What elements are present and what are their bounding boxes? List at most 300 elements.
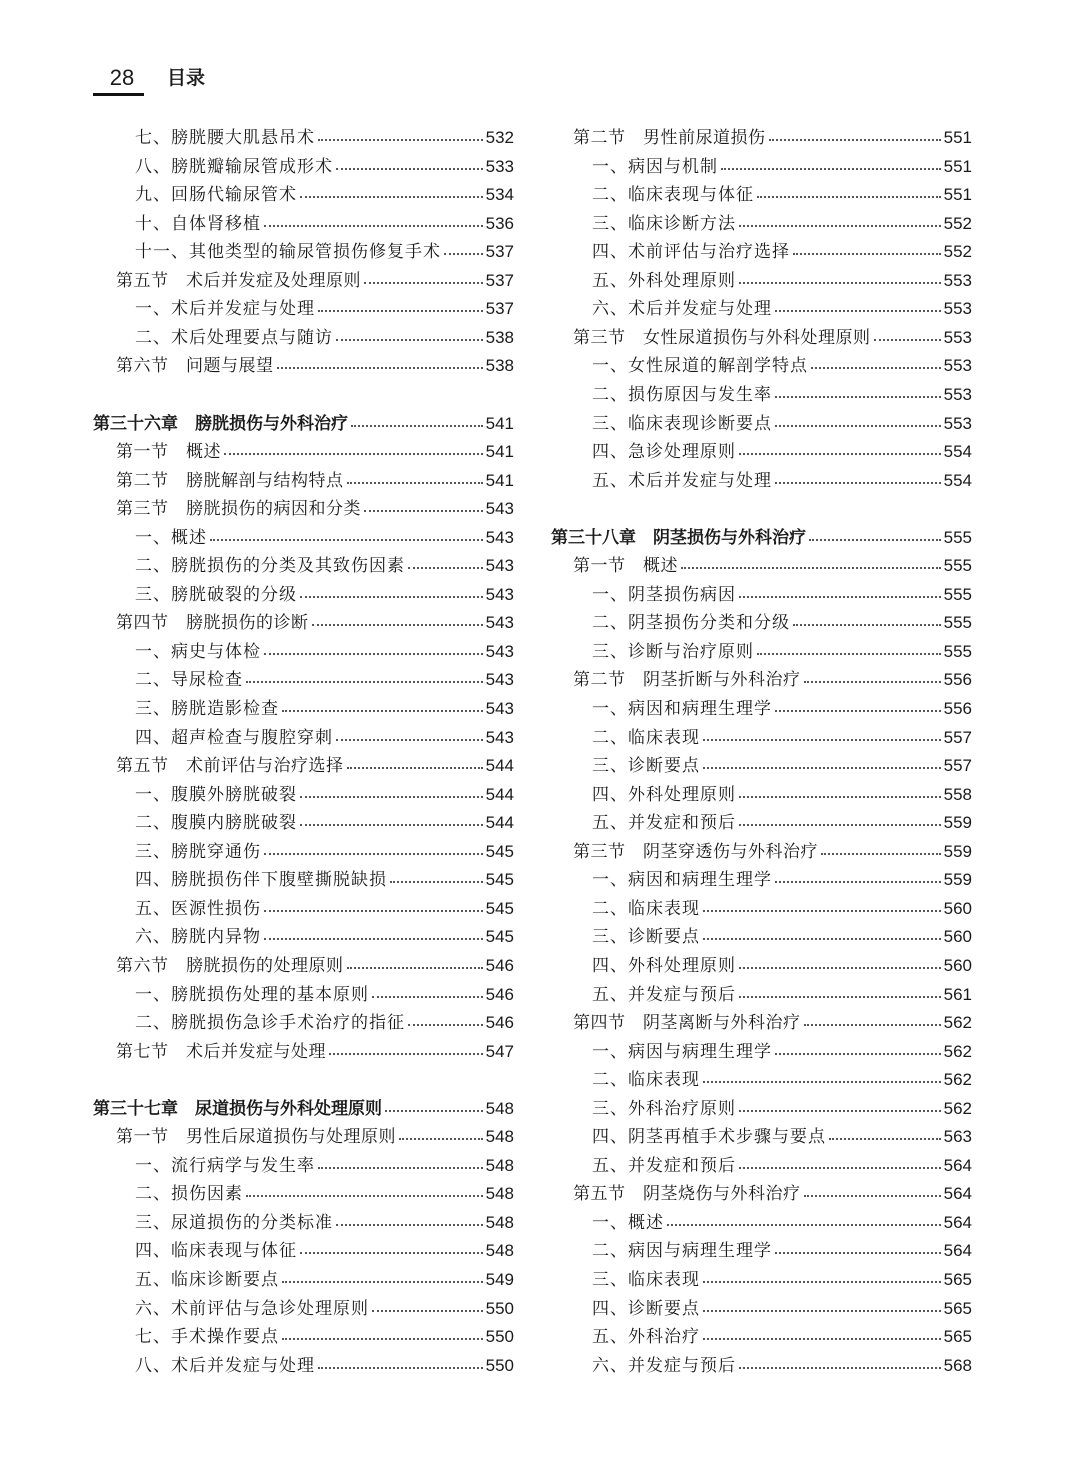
toc-item-title: 二、临床表现 (592, 1070, 700, 1091)
toc-item-row (592, 1295, 972, 1323)
toc-item-title: 二、临床表现 (592, 727, 700, 748)
toc-item-title: 五、外科治疗 (592, 1327, 700, 1348)
toc-section-row (116, 267, 514, 295)
toc-page-number: 553 (943, 270, 972, 290)
toc-item-row (135, 1009, 514, 1037)
dot-leader (318, 1367, 483, 1369)
toc-item-row (592, 581, 972, 609)
dot-leader (739, 967, 941, 969)
toc-item-title: 一、病史与体检 (135, 641, 261, 662)
toc-section-title: 第三节 女性尿道损伤与外科处理原则 (573, 327, 871, 348)
dot-leader (739, 1110, 941, 1112)
dot-leader (390, 881, 483, 883)
toc-page-number: 563 (943, 1127, 972, 1147)
dot-leader (246, 1195, 483, 1197)
toc-item-title: 五、术后并发症与处理 (592, 470, 772, 491)
toc-page-number: 559 (943, 870, 972, 890)
toc-item-row (592, 295, 972, 323)
toc-page-number: 550 (485, 1298, 514, 1318)
dot-leader (282, 1281, 483, 1283)
toc-page-number: 559 (943, 813, 972, 833)
toc-section-row (573, 1180, 972, 1208)
toc-page-number: 550 (485, 1355, 514, 1375)
toc-section-row (573, 324, 972, 352)
toc-item-title: 七、膀胱腰大肌悬吊术 (135, 128, 315, 148)
toc-page-number: 556 (943, 670, 972, 690)
toc-page-number: 543 (485, 584, 514, 604)
toc-item-title: 三、临床表现 (592, 1270, 700, 1290)
toc-item-title: 二、临床表现与体征 (592, 185, 754, 206)
toc-item-row (592, 752, 972, 780)
toc-item-row (135, 638, 514, 666)
toc-page-number: 551 (943, 128, 972, 147)
dot-leader (804, 1195, 941, 1197)
dot-leader (703, 1081, 941, 1083)
dot-leader (681, 567, 941, 569)
toc-page-number: 553 (943, 327, 972, 347)
toc-item-row (135, 1352, 514, 1380)
dot-leader (821, 853, 941, 855)
dot-leader (703, 938, 941, 940)
toc-item-title: 六、膀胱内异物 (135, 927, 261, 948)
toc-page-number: 560 (943, 955, 972, 975)
toc-item-row (135, 695, 514, 723)
toc-item-title: 九、回肠代输尿管术 (135, 185, 297, 206)
toc-page-number: 557 (943, 727, 972, 747)
dot-leader (703, 1310, 941, 1312)
toc-item-title: 二、术后处理要点与随访 (135, 327, 333, 348)
toc-page-number: 537 (485, 299, 514, 319)
toc-item-title: 一、女性尿道的解剖学特点 (592, 356, 808, 377)
toc-item-title: 二、病因与病理生理学 (592, 1241, 772, 1262)
toc-page-number: 546 (485, 984, 514, 1004)
toc-section-title: 第二节 阴茎折断与外科治疗 (573, 670, 801, 691)
toc-chapter-title: 第三十六章 膀胱损伤与外科治疗 (93, 413, 348, 434)
toc-item-row (592, 895, 972, 923)
dot-leader (739, 996, 941, 998)
toc-page-number: 548 (485, 1155, 514, 1175)
toc-page-number: 559 (943, 841, 972, 861)
toc-page-number: 552 (943, 213, 972, 233)
toc-item-title: 三、尿道损伤的分类标准 (135, 1212, 333, 1233)
toc-item-title: 四、超声检查与腹腔穿刺 (135, 727, 333, 748)
dot-leader (739, 225, 941, 227)
toc-item-row (135, 809, 514, 837)
toc-page-number: 543 (485, 613, 514, 633)
toc-item-title: 三、膀胱破裂的分级 (135, 584, 297, 605)
toc-item-title: 一、流行病学与发生率 (135, 1155, 315, 1176)
toc-chapter-row (93, 410, 514, 438)
toc-item-row (135, 524, 514, 552)
dot-leader (703, 739, 941, 741)
toc-page-number: 550 (485, 1327, 514, 1347)
toc-item-row (592, 181, 972, 209)
toc-item-row (592, 724, 972, 752)
dot-leader (809, 539, 941, 541)
toc-page-number: 564 (943, 1155, 972, 1175)
toc-section-title: 第一节 概述 (116, 442, 221, 463)
toc-item-row (592, 352, 972, 380)
dot-leader (277, 367, 483, 369)
toc-item-title: 五、并发症和预后 (592, 813, 736, 834)
dot-leader (282, 1338, 483, 1340)
toc-item-title: 四、外科处理原则 (592, 955, 736, 976)
dot-leader (775, 482, 941, 484)
toc-section-title: 第四节 阴茎离断与外科治疗 (573, 1013, 801, 1034)
toc-page-number: 560 (943, 927, 972, 947)
toc-page-number: 562 (943, 1013, 972, 1033)
toc-section-row (116, 1038, 514, 1066)
dot-leader (329, 1053, 483, 1055)
toc-page-number: 564 (943, 1241, 972, 1261)
toc-item-row (592, 981, 972, 1009)
toc-item-title: 一、腹膜外膀胱破裂 (135, 784, 297, 805)
dot-leader (318, 139, 483, 141)
toc-item-title: 二、损伤原因与发生率 (592, 384, 772, 405)
toc-section-row (116, 467, 514, 495)
dot-leader (318, 310, 483, 312)
toc-item-title: 二、阴茎损伤分类和分级 (592, 613, 790, 634)
toc-page-number: 548 (485, 1098, 514, 1118)
toc-chapter-title: 第三十八章 阴茎损伤与外科治疗 (551, 527, 806, 548)
toc-item-row (135, 581, 514, 609)
toc-item-row (592, 267, 972, 295)
toc-page-number: 560 (943, 898, 972, 918)
toc-page-number: 537 (485, 270, 514, 290)
toc-page-number: 553 (943, 384, 972, 404)
toc-page-number: 545 (485, 927, 514, 947)
dot-leader (739, 796, 941, 798)
dot-leader (775, 425, 941, 427)
toc-item-title: 十、自体肾移植 (135, 213, 261, 234)
toc-item-title: 一、概述 (592, 1212, 664, 1233)
toc-item-title: 二、膀胱损伤的分类及其致伤因素 (135, 556, 405, 577)
toc-item-title: 三、临床表现诊断要点 (592, 413, 772, 434)
toc-page-number: 568 (943, 1355, 972, 1375)
toc-page-number: 541 (485, 470, 514, 490)
toc-item-title: 一、病因和病理生理学 (592, 870, 772, 891)
toc-section-title: 第五节 术后并发症及处理原则 (116, 270, 361, 291)
toc-item-row (592, 1209, 972, 1237)
toc-item-row (135, 724, 514, 752)
toc-section-title: 第五节 阴茎烧伤与外科治疗 (573, 1184, 801, 1205)
toc-item-title: 十一、其他类型的输尿管损伤修复手术 (135, 242, 441, 263)
toc-item-row (135, 895, 514, 923)
toc-item-title: 四、诊断要点 (592, 1298, 700, 1319)
toc-page-number: 555 (943, 527, 972, 547)
toc-page-number: 544 (485, 813, 514, 833)
dot-leader (264, 653, 483, 655)
toc-item-title: 八、膀胱瓣输尿管成形术 (135, 156, 333, 177)
dot-leader (347, 482, 483, 484)
dot-leader (775, 710, 941, 712)
toc-section-title: 第二节 膀胱解剖与结构特点 (116, 470, 344, 491)
toc-item-row (135, 1209, 514, 1237)
dot-leader (347, 967, 483, 969)
toc-item-title: 一、病因与机制 (592, 156, 718, 177)
toc-item-title: 三、诊断要点 (592, 756, 700, 777)
dot-leader (775, 1053, 941, 1055)
toc-item-title: 四、阴茎再植手术步骤与要点 (592, 1127, 826, 1148)
toc-item-row (592, 1095, 972, 1123)
toc-page-number: 543 (485, 670, 514, 690)
dot-leader (312, 624, 483, 626)
toc-page-number: 555 (943, 613, 972, 633)
toc-item-row (135, 781, 514, 809)
toc-item-row (592, 1237, 972, 1265)
toc-item-title: 三、膀胱造影检查 (135, 699, 279, 719)
toc-item-title: 一、膀胱损伤处理的基本原则 (135, 984, 369, 1005)
toc-page-number: 546 (485, 1013, 514, 1033)
toc-page-number: 543 (485, 499, 514, 519)
toc-item-row (592, 1066, 972, 1094)
toc-page-number: 532 (485, 128, 514, 147)
toc-page-number: 565 (943, 1298, 972, 1318)
toc-section-row (116, 952, 514, 980)
dot-leader (385, 1110, 483, 1112)
dot-leader (739, 1167, 941, 1169)
toc-item-row (592, 467, 972, 495)
dot-leader (769, 139, 941, 141)
toc-section-title: 第四节 膀胱损伤的诊断 (116, 613, 309, 634)
dot-leader (336, 739, 483, 741)
toc-item-title: 一、阴茎损伤病因 (592, 584, 736, 605)
toc-item-row (592, 1123, 972, 1151)
toc-item-row (135, 238, 514, 266)
toc-section-row (573, 666, 972, 694)
toc-item-row (592, 438, 972, 466)
toc-item-title: 八、术后并发症与处理 (135, 1355, 315, 1376)
dot-leader (667, 1224, 941, 1226)
dot-leader (264, 910, 483, 912)
toc-page-number: 565 (943, 1270, 972, 1289)
toc-page-number: 562 (943, 1070, 972, 1090)
dot-leader (739, 282, 941, 284)
toc-item-title: 四、临床表现与体征 (135, 1241, 297, 1262)
dot-leader (721, 168, 941, 170)
toc-item-row (592, 1323, 972, 1351)
toc-item-row (592, 695, 972, 723)
toc-item-row (592, 1352, 972, 1380)
dot-leader (364, 282, 483, 284)
dot-leader (408, 567, 483, 569)
toc-page-number: 564 (943, 1212, 972, 1232)
toc-item-title: 五、并发症与预后 (592, 984, 736, 1005)
toc-page-number: 557 (943, 756, 972, 776)
toc-item-row (592, 381, 972, 409)
page-title: 目录 (167, 67, 206, 89)
toc-item-row (135, 1266, 514, 1294)
dot-leader (703, 910, 941, 912)
toc-section-row (116, 438, 514, 466)
toc-item-row (135, 1152, 514, 1180)
page-header (0, 0, 1080, 110)
dot-leader (300, 796, 483, 798)
toc-item-row (592, 1152, 972, 1180)
toc-section-row (573, 838, 972, 866)
toc-page-number: 538 (485, 327, 514, 347)
toc-section-title: 第六节 膀胱损伤的处理原则 (116, 955, 344, 976)
toc-page-number: 541 (485, 413, 514, 433)
toc-page-number: 545 (485, 870, 514, 890)
dot-leader (282, 710, 483, 712)
dot-leader (703, 1281, 941, 1283)
dot-leader (347, 767, 483, 769)
toc-item-title: 二、导尿检查 (135, 670, 243, 691)
toc-page-number: 555 (943, 641, 972, 661)
toc-item-row (135, 666, 514, 694)
toc-item-row (592, 238, 972, 266)
toc-item-title: 二、损伤因素 (135, 1184, 243, 1205)
toc-chapter-row (93, 1095, 514, 1123)
toc-item-row (592, 1266, 972, 1294)
toc-page-number: 558 (943, 784, 972, 804)
toc-item-title: 四、外科处理原则 (592, 784, 736, 805)
dot-leader (300, 824, 483, 826)
dot-leader (372, 1310, 483, 1312)
toc-section-title: 第三节 膀胱损伤的病因和分类 (116, 499, 361, 520)
dot-leader (264, 225, 483, 227)
toc-page-number: 543 (485, 527, 514, 547)
toc-item-row (592, 153, 972, 181)
toc-item-row (135, 324, 514, 352)
toc-item-title: 五、并发症和预后 (592, 1155, 736, 1176)
toc-item-row (135, 923, 514, 951)
header-rule (93, 93, 144, 96)
toc-page-number: 565 (943, 1327, 972, 1347)
toc-section-row (116, 495, 514, 523)
toc-page-number: 546 (485, 955, 514, 975)
dot-leader (739, 824, 941, 826)
dot-leader (739, 1367, 941, 1369)
toc-section-row (116, 609, 514, 637)
toc-page-number: 543 (485, 641, 514, 661)
dot-leader (757, 653, 941, 655)
toc-item-title: 二、膀胱损伤急诊手术治疗的指征 (135, 1013, 405, 1034)
toc-item-title: 五、医源性损伤 (135, 898, 261, 919)
dot-leader (336, 168, 483, 170)
toc-item-row (592, 952, 972, 980)
toc-item-row (592, 210, 972, 238)
dot-leader (264, 853, 483, 855)
toc-page-number: 551 (943, 185, 972, 205)
toc-page-number: 553 (943, 356, 972, 376)
toc-item-title: 三、诊断要点 (592, 927, 700, 948)
toc-page-number: 537 (485, 242, 514, 262)
dot-leader (811, 367, 941, 369)
toc-section-title: 第六节 问题与展望 (116, 356, 274, 377)
toc-page-number: 561 (943, 984, 972, 1004)
toc-page-number: 551 (943, 156, 972, 176)
toc-item-title: 七、手术操作要点 (135, 1327, 279, 1348)
dot-leader (408, 1024, 483, 1026)
dot-leader (300, 1252, 483, 1254)
toc-section-row (573, 1009, 972, 1037)
toc-item-row (135, 153, 514, 181)
dot-leader (300, 196, 483, 198)
dot-leader (874, 339, 941, 341)
toc-page-number: 554 (943, 470, 972, 490)
toc-page-number: 548 (485, 1212, 514, 1232)
toc-page-number: 536 (485, 213, 514, 233)
toc-item-title: 五、外科处理原则 (592, 270, 736, 291)
toc-page-number: 564 (943, 1184, 972, 1204)
toc-item-title: 三、外科治疗原则 (592, 1098, 736, 1119)
toc-item-title: 六、并发症与预后 (592, 1355, 736, 1376)
toc-section-row (116, 352, 514, 380)
toc-page-number: 556 (943, 699, 972, 718)
toc-page-number: 545 (485, 898, 514, 918)
toc-page-number: 555 (943, 584, 972, 604)
toc-page-number: 552 (943, 242, 972, 262)
toc-item-title: 二、腹膜内膀胱破裂 (135, 813, 297, 834)
toc-section-title: 第一节 概述 (573, 556, 678, 577)
toc-page-number: 549 (485, 1270, 514, 1289)
toc-page-number: 562 (943, 1098, 972, 1118)
toc-section-title: 第五节 术前评估与治疗选择 (116, 756, 344, 777)
toc-item-row (135, 181, 514, 209)
dot-leader (804, 1024, 941, 1026)
toc-page-number: 545 (485, 841, 514, 861)
toc-item-title: 四、术前评估与治疗选择 (592, 242, 790, 263)
toc-item-title: 一、病因和病理生理学 (592, 699, 772, 719)
toc-page-number: 543 (485, 727, 514, 747)
dot-leader (739, 453, 941, 455)
dot-leader (246, 681, 483, 683)
toc-item-row (592, 809, 972, 837)
toc-chapter-title: 第三十七章 尿道损伤与外科处理原则 (93, 1098, 382, 1119)
toc-section-title: 第七节 术后并发症与处理 (116, 1041, 326, 1062)
dot-leader (318, 1167, 483, 1169)
dot-leader (210, 539, 483, 541)
toc-item-title: 一、术后并发症与处理 (135, 299, 315, 320)
dot-leader (793, 624, 941, 626)
toc-section-row (116, 1123, 514, 1151)
toc-item-row (592, 410, 972, 438)
toc-section-title: 第三节 阴茎穿透伤与外科治疗 (573, 841, 818, 862)
toc-page-number: 548 (485, 1184, 514, 1204)
toc-item-row (135, 1323, 514, 1351)
toc-item-title: 五、临床诊断要点 (135, 1270, 279, 1290)
toc-item-row (135, 838, 514, 866)
toc-item-row (135, 124, 514, 152)
dot-leader (775, 1252, 941, 1254)
toc-item-row (135, 866, 514, 894)
toc-section-row (116, 752, 514, 780)
toc-item-row (135, 981, 514, 1009)
toc-item-row (135, 1237, 514, 1265)
dot-leader (757, 196, 941, 198)
dot-leader (775, 310, 941, 312)
dot-leader (300, 596, 483, 598)
dot-leader (703, 1338, 941, 1340)
toc-page-number: 562 (943, 1041, 972, 1061)
toc-item-row (592, 866, 972, 894)
dot-leader (804, 681, 941, 683)
dot-leader (372, 996, 483, 998)
toc-item-row (592, 609, 972, 637)
toc-page-number: 554 (943, 442, 972, 462)
toc-chapter-row (551, 524, 972, 552)
toc-item-row (135, 210, 514, 238)
toc-page-number: 543 (485, 556, 514, 576)
toc-item-title: 四、膀胱损伤伴下腹壁撕脱缺损 (135, 870, 387, 891)
toc-item-title: 六、术后并发症与处理 (592, 299, 772, 320)
toc-page-number: 544 (485, 784, 514, 804)
dot-leader (336, 1224, 483, 1226)
toc-item-title: 四、急诊处理原则 (592, 442, 736, 463)
dot-leader (793, 253, 941, 255)
